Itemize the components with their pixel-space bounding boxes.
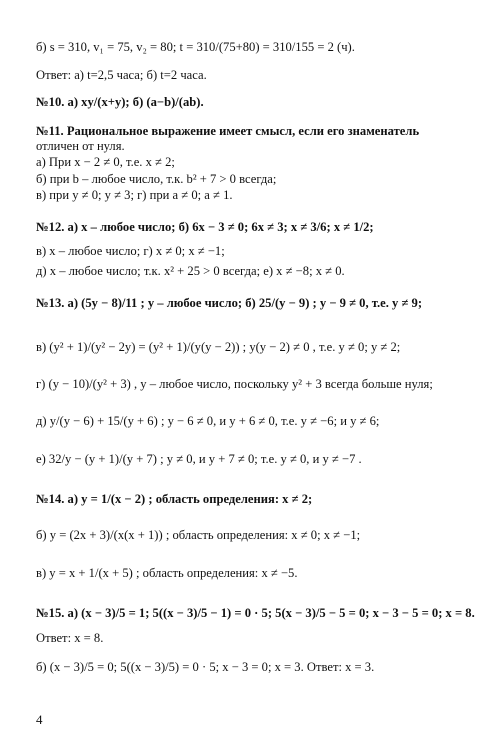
page-number: 4	[36, 712, 43, 727]
line-18: б) y = (2x + 3)/(x(x + 1)) ; область определения: x ≠ 0; x ≠ −1;	[36, 528, 361, 542]
line-14: г) (y − 10)/(y² + 3) , y – любое число, поскольку y² + 3 всегда больше нуля;	[36, 377, 433, 391]
line-21: Ответ: x = 8.	[36, 631, 104, 645]
line-2: Ответ: а) t=2,5 часа; б) t=2 часа.	[36, 68, 207, 82]
line-15: д) y/(y − 6) + 15/(y + 6) ; y − 6 ≠ 0, и y + 6 ≠ 0, т.е. y ≠ −6; и y ≠ 6;	[36, 414, 380, 428]
line-10: в) x – любое число; г) x ≠ 0; x ≠ −1;	[36, 244, 225, 258]
line-12: №13. а) (5y − 8)/11 ; y – любое число; б) 25/(y − 9) ; y − 9 ≠ 0, т.е. y ≠ 9;	[36, 296, 423, 310]
line-1: б) s = 310, v₁ = 75, v₂ = 80; t = 310/(75+80) = 310/155 = 2 (ч).	[36, 40, 355, 54]
line-11: д) x – любое число; т.к. x² + 25 > 0 всегда; е) x ≠ −8; x ≠ 0.	[36, 264, 345, 278]
line-4: №11. Рациональное выражение имеет смысл, если его знаменатель	[36, 124, 420, 138]
line-22: б) (x − 3)/5 = 0; 5((x − 3)/5) = 0 · 5; x − 3 = 0; x = 3. Ответ: x = 3.	[36, 660, 375, 674]
line-8: в) при y ≠ 0; y ≠ 3; г) при a ≠ 0; a ≠ 1.	[36, 188, 233, 202]
line-9: №12. а) x – любое число; б) 6x − 3 ≠ 0; 6x ≠ 3; x ≠ 3/6; x ≠ 1/2;	[36, 220, 374, 234]
line-20: №15. а) (x − 3)/5 = 1; 5((x − 3)/5 − 1) = 0 · 5; 5(x − 3)/5 − 5 = 0; x − 3 − 5 = 0; x = 8.	[36, 606, 475, 620]
line-17: №14. а) y = 1/(x − 2) ; область определения: x ≠ 2;	[36, 492, 313, 506]
line-7: б) при b – любое число, т.к. b² + 7 > 0 всегда;	[36, 172, 277, 186]
line-6: а) При x − 2 ≠ 0, т.е. x ≠ 2;	[36, 155, 175, 169]
line-3: №10. а) xy/(x+y); б) (a−b)/(ab).	[36, 95, 204, 109]
line-5: отличен от нуля.	[36, 139, 125, 153]
line-19: в) y = x + 1/(x + 5) ; область определения: x ≠ −5.	[36, 566, 298, 580]
line-16: е) 32/y − (y + 1)/(y + 7) ; y ≠ 0, и y + 7 ≠ 0; т.е. y ≠ 0, и y ≠ −7 .	[36, 452, 362, 466]
line-13: в) (y² + 1)/(y² − 2y) = (y² + 1)/(y(y − 2)) ; y(y − 2) ≠ 0 , т.е. y ≠ 0; y ≠ 2;	[36, 340, 401, 354]
